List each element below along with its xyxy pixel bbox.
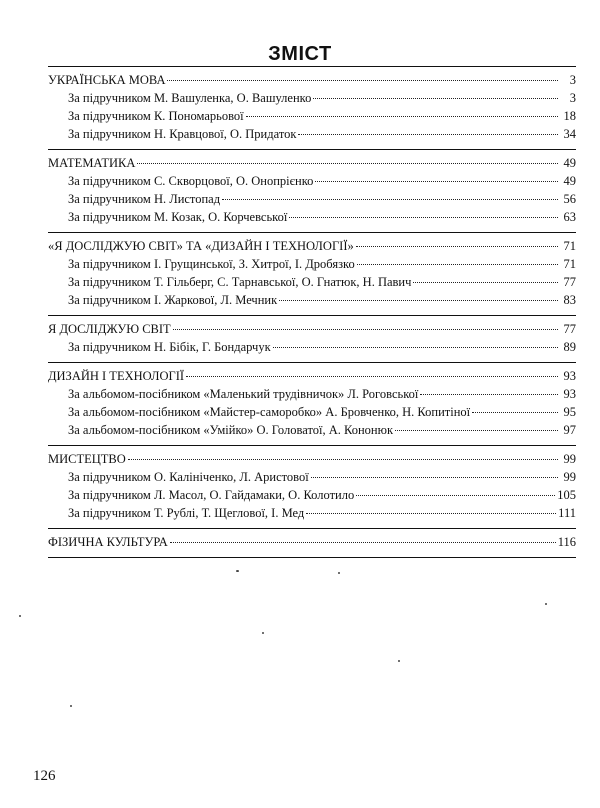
section-title: Я ДОСЛІДЖУЮ СВІТ (48, 322, 171, 336)
page-number: 126 (33, 768, 56, 784)
toc-entry (48, 486, 576, 504)
toc-section (48, 149, 576, 232)
entry-text: За альбомом-посібником «Маленький трудівничок» Л. Роговської (68, 387, 419, 401)
entry-page-number: 71 (563, 257, 576, 271)
scan-speck (545, 603, 547, 605)
section-page-number: 116 (557, 535, 576, 549)
section-divider (48, 557, 576, 558)
scan-speck (262, 632, 264, 634)
dot-leader (311, 477, 558, 478)
entry-page-number: 97 (563, 423, 576, 437)
dot-leader (298, 134, 558, 135)
toc-section-heading (48, 71, 576, 89)
entry-text: За підручником І. Жаркової, Л. Мечник (68, 293, 278, 307)
table-of-contents (48, 66, 576, 558)
entry-page-number: 83 (563, 293, 576, 307)
toc-entry (48, 385, 576, 403)
section-page-number: 71 (563, 239, 576, 253)
entry-page-number: 99 (563, 470, 576, 484)
dot-leader (289, 217, 558, 218)
scan-speck (70, 705, 72, 707)
section-page-number: 93 (563, 369, 576, 383)
entry-text: За альбомом-посібником «Умійко» О. Головатої, А. Кононюк (68, 423, 394, 437)
entry-page-number: 34 (563, 127, 576, 141)
dot-leader (222, 199, 558, 200)
entry-text: За підручником Т. Рублі, Т. Щеглової, І. Мед (68, 506, 305, 520)
section-title: УКРАЇНСЬКА МОВА (48, 73, 166, 87)
entry-page-number: 93 (563, 387, 576, 401)
entry-page-number: 49 (563, 174, 576, 188)
dot-leader (137, 163, 558, 164)
dot-leader (186, 376, 558, 377)
entry-page-number: 89 (563, 340, 576, 354)
toc-entry (48, 107, 576, 125)
dot-leader (472, 412, 558, 413)
page-title: ЗМІСТ (268, 43, 332, 65)
toc-section-heading (48, 154, 576, 172)
scan-speck (236, 570, 239, 572)
entry-text: За підручником Л. Масол, О. Гайдамаки, О. Колотило (68, 488, 355, 502)
dot-leader (273, 347, 558, 348)
toc-section (48, 362, 576, 445)
toc-section (48, 315, 576, 362)
scan-speck (19, 615, 21, 617)
dot-leader (279, 300, 558, 301)
toc-entry (48, 421, 576, 439)
scan-speck (338, 572, 340, 574)
section-page-number: 77 (563, 322, 576, 336)
section-title: «Я ДОСЛІДЖУЮ СВІТ» ТА «ДИЗАЙН І ТЕХНОЛОГІЇ» (48, 239, 354, 253)
toc-section (48, 232, 576, 315)
toc-section-heading (48, 237, 576, 255)
entry-page-number: 56 (563, 192, 576, 206)
toc-entry (48, 504, 576, 522)
dot-leader (420, 394, 558, 395)
entry-text: За підручником Т. Гільберг, С. Тарнавської, О. Гнатюк, Н. Павич (68, 275, 412, 289)
entry-text: За альбомом-посібником «Майстер-саморобко» А. Бровченко, Н. Копитіної (68, 405, 471, 419)
entry-text: За підручником Н. Листопад (68, 192, 221, 206)
toc-section-heading (48, 367, 576, 385)
section-title: МИСТЕЦТВО (48, 452, 126, 466)
entry-page-number: 77 (563, 275, 576, 289)
section-title: МАТЕМАТИКА (48, 156, 136, 170)
section-title: ФІЗИЧНА КУЛЬТУРА (48, 535, 168, 549)
toc-section (48, 445, 576, 528)
dot-leader (315, 181, 558, 182)
section-title: ДИЗАЙН І ТЕХНОЛОГІЇ (48, 369, 185, 383)
entry-text: За підручником С. Скворцової, О. Онопрієнко (68, 174, 314, 188)
dot-leader (356, 495, 555, 496)
section-page-number: 49 (563, 156, 576, 170)
entry-text: За підручником М. Козак, О. Корчевської (68, 210, 288, 224)
entry-page-number: 95 (563, 405, 576, 419)
toc-entry (48, 190, 576, 208)
section-page-number: 3 (569, 73, 576, 87)
entry-page-number: 111 (558, 506, 576, 520)
toc-entry (48, 338, 576, 356)
dot-leader (313, 98, 558, 99)
entry-text: За підручником І. Грущинської, З. Хитрої, І. Дробязко (68, 257, 355, 271)
toc-entry (48, 291, 576, 309)
toc-entry (48, 273, 576, 291)
toc-entry (48, 89, 576, 107)
dot-leader (173, 329, 558, 330)
toc-section-heading (48, 533, 576, 551)
dot-leader (128, 459, 558, 460)
dot-leader (170, 542, 556, 543)
toc-entry (48, 172, 576, 190)
toc-entry (48, 125, 576, 143)
toc-entry (48, 208, 576, 226)
toc-section-heading (48, 320, 576, 338)
entry-text: За підручником Н. Бібік, Г. Бондарчук (68, 340, 271, 354)
dot-leader (246, 116, 558, 117)
entry-page-number: 63 (563, 210, 576, 224)
scan-speck (398, 660, 400, 662)
dot-leader (356, 246, 558, 247)
toc-section (48, 66, 576, 149)
dot-leader (167, 80, 558, 81)
dot-leader (357, 264, 558, 265)
entry-text: За підручником О. Калініченко, Л. Аристової (68, 470, 309, 484)
toc-entry (48, 468, 576, 486)
dot-leader (395, 430, 558, 431)
entry-text: За підручником Н. Кравцової, О. Придаток (68, 127, 297, 141)
entry-text: За підручником М. Вашуленка, О. Вашуленко (68, 91, 312, 105)
toc-section (48, 528, 576, 557)
entry-page-number: 105 (557, 488, 576, 502)
toc-entry (48, 403, 576, 421)
section-page-number: 99 (563, 452, 576, 466)
toc-section-heading (48, 450, 576, 468)
dot-leader (413, 282, 558, 283)
entry-text: За підручником К. Пономарьової (68, 109, 244, 123)
entry-page-number: 18 (563, 109, 576, 123)
toc-entry (48, 255, 576, 273)
dot-leader (306, 513, 556, 514)
entry-page-number: 3 (569, 91, 576, 105)
